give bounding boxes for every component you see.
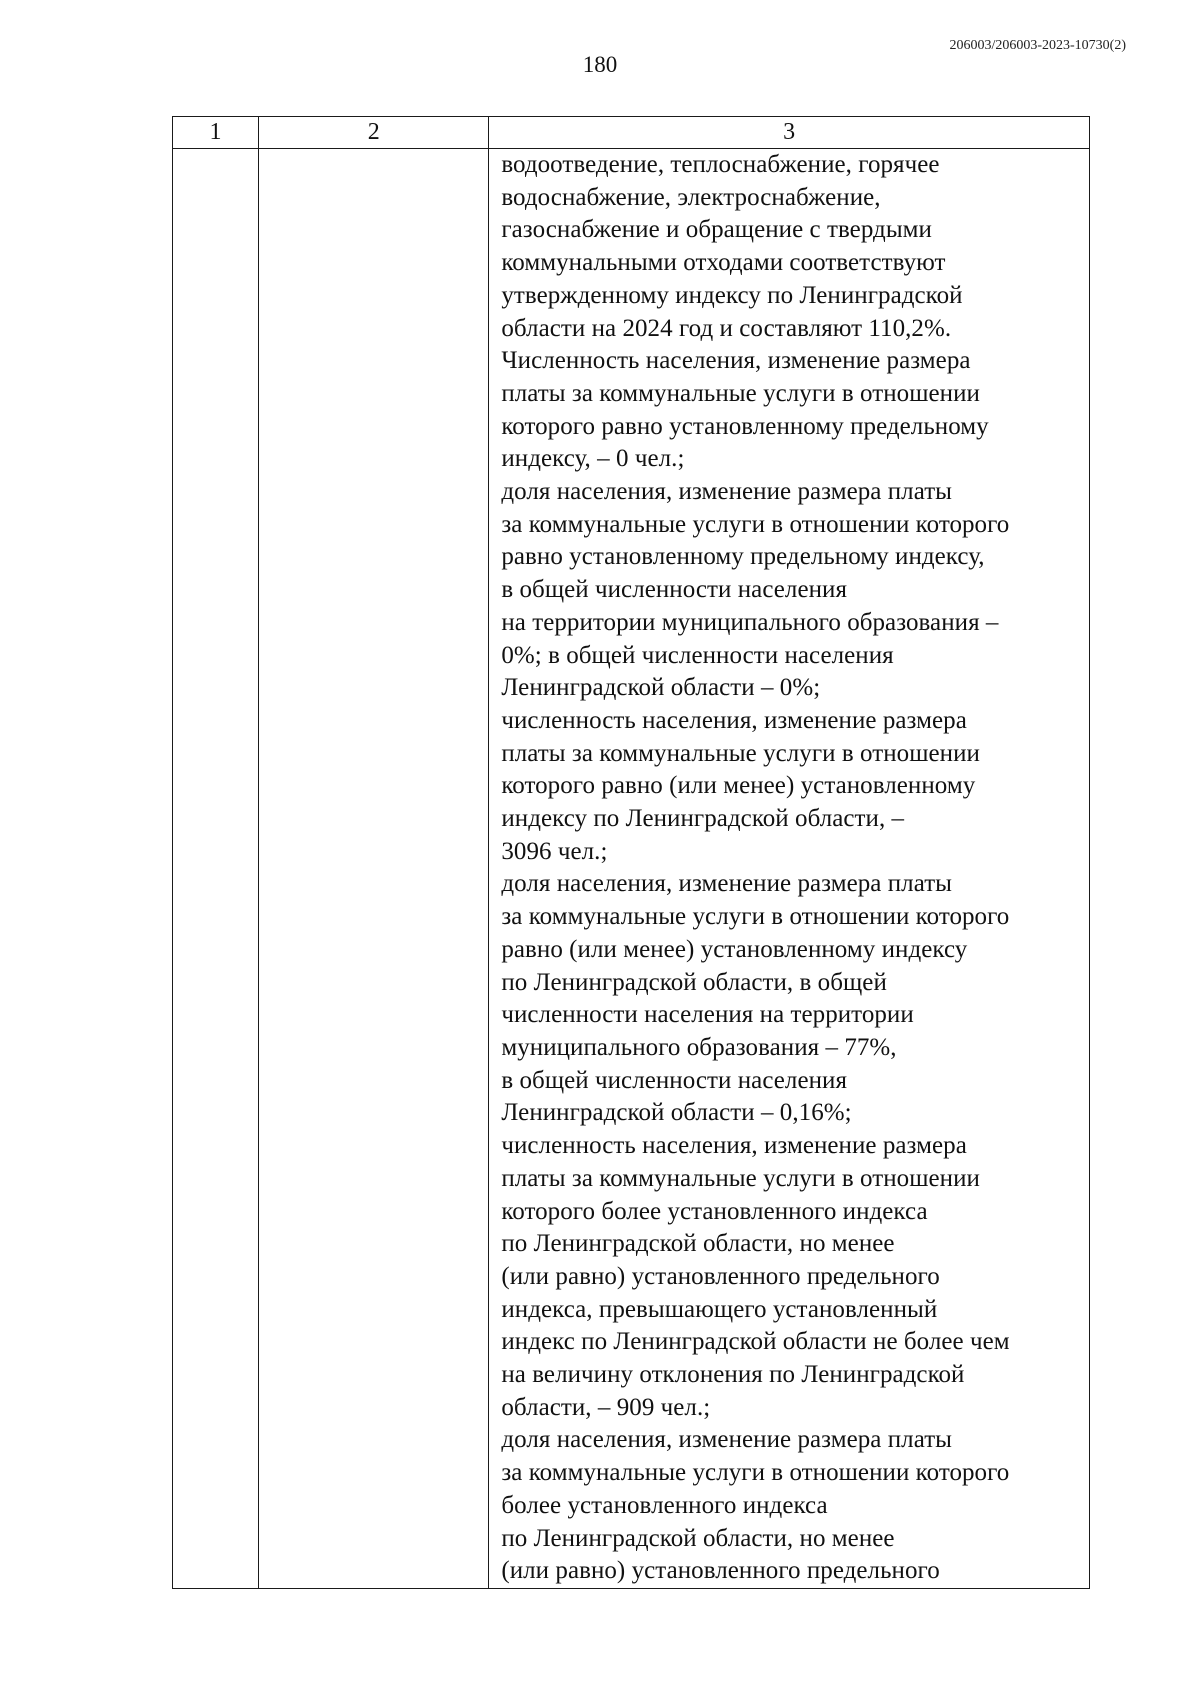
text-line: по Ленинградской области, но менее [501, 1230, 895, 1258]
cell-col-2 [259, 149, 489, 1589]
text-line: Численность населения, изменение размера [501, 347, 971, 375]
text-line: которого более установленного индекса [501, 1197, 928, 1225]
text-line: по Ленинградской области, но менее [501, 1524, 895, 1552]
text-line: индексу, – 0 чел.; [501, 445, 685, 473]
text-line: платы за коммунальные услуги в отношении [501, 739, 980, 767]
text-line: газоснабжение и обращение с твердыми [501, 216, 932, 244]
text-line: численность населения, изменение размера [501, 1132, 967, 1160]
text-line: на территории муниципального образования – [501, 608, 999, 636]
text-line: в общей численности населения [501, 1066, 847, 1094]
cell-col-3 [489, 149, 1090, 1589]
cell-text [489, 149, 1089, 1588]
text-line: коммунальными отходами соответствуют [501, 249, 946, 277]
text-line: индексу по Ленинградской области, – [501, 805, 905, 833]
text-line: которого равно (или менее) установленному [501, 772, 976, 800]
column-header-1: 1 [173, 117, 259, 149]
text-line: (или равно) установленного предельного [501, 1557, 940, 1585]
text-line: области, – 909 чел.; [501, 1393, 711, 1421]
table-header-row [173, 117, 1090, 149]
text-line: водоснабжение, электроснабжение, [501, 183, 881, 211]
text-line: за коммунальные услуги в отношении которого [501, 903, 1010, 931]
text-line: численность населения, изменение размера [501, 706, 967, 734]
text-line: платы за коммунальные услуги в отношении [501, 379, 980, 407]
text-line: численности населения на территории [501, 1001, 914, 1029]
text-line: более установленного индекса [501, 1491, 828, 1519]
text-line: равно (или менее) установленному индексу [501, 935, 968, 963]
text-line: которого равно установленному предельному [501, 412, 989, 440]
table-row [173, 149, 1090, 1589]
cell-col-1 [173, 149, 259, 1589]
text-line: 3096 чел.; [501, 837, 608, 865]
column-header-2: 2 [259, 117, 489, 149]
text-line: муниципального образования – 77%, [501, 1033, 897, 1061]
text-line: платы за коммунальные услуги в отношении [501, 1164, 980, 1192]
text-line: по Ленинградской области, в общей [501, 968, 887, 996]
text-line: доля населения, изменение размера платы [501, 1426, 953, 1454]
text-line: на величину отклонения по Ленинградской [501, 1361, 965, 1389]
column-header-3: 3 [489, 117, 1090, 149]
text-line: 0%; в общей численности населения [501, 641, 894, 669]
page-number: 180 [582, 52, 618, 77]
text-line: Ленинградской области – 0%; [501, 674, 821, 702]
text-line: индекс по Ленинградской области не более чем [501, 1328, 1010, 1356]
text-line: в общей численности населения [501, 576, 847, 604]
text-line: равно установленному предельному индексу, [501, 543, 985, 571]
document-table [172, 116, 1090, 1589]
text-line: области на 2024 год и составляют 110,2%. [501, 314, 952, 342]
text-line: (или равно) установленного предельного [501, 1262, 940, 1290]
text-line: водоотведение, теплоснабжение, горячее [501, 151, 940, 178]
text-line: за коммунальные услуги в отношении которого [501, 1459, 1010, 1487]
text-line: Ленинградской области – 0,16%; [501, 1099, 852, 1127]
text-line: доля населения, изменение размера платы [501, 478, 953, 506]
text-line: индекса, превышающего установленный [501, 1295, 938, 1323]
text-line: доля населения, изменение размера платы [501, 870, 953, 898]
text-line: утвержденному индексу по Ленинградской [501, 281, 963, 309]
text-line: за коммунальные услуги в отношении которого [501, 510, 1010, 538]
document-id: 206003/206003-2023-10730(2) [949, 38, 1126, 53]
